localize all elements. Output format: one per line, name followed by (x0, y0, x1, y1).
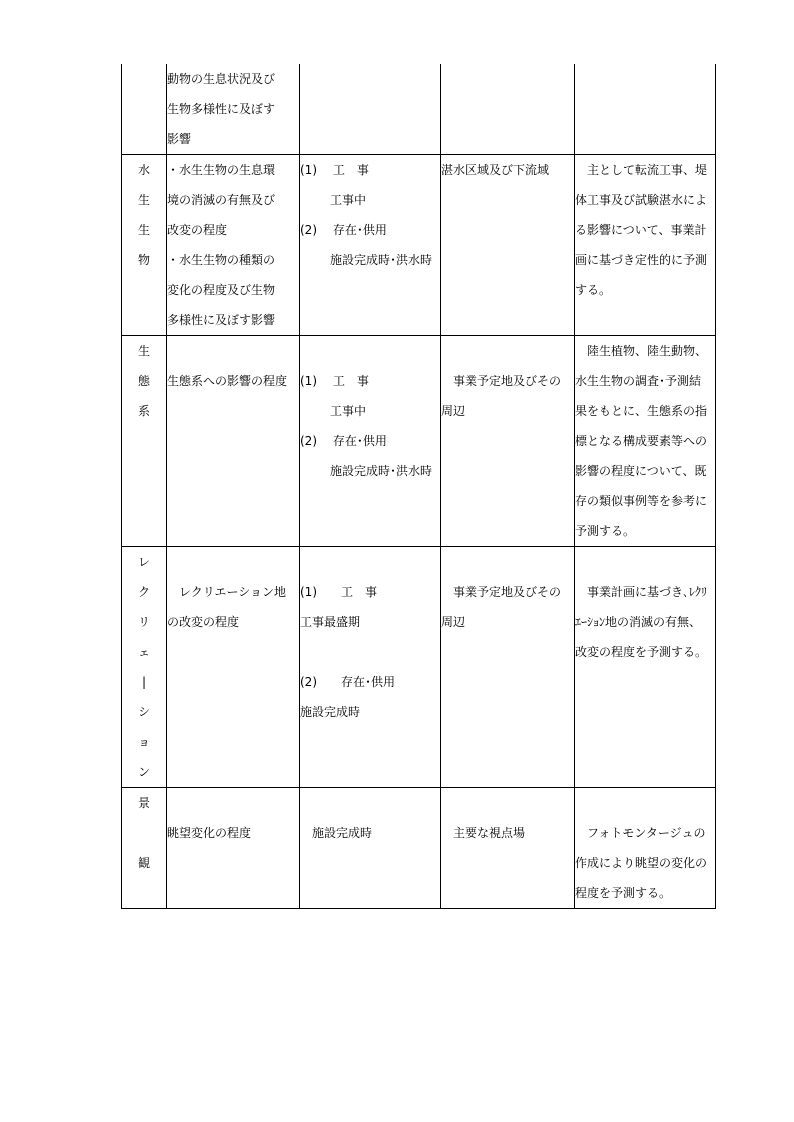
area-cell: 事業予定地及びその 周辺 (441, 336, 575, 547)
category-cell: 景 観 (122, 788, 167, 909)
table-row-recreation (122, 547, 716, 788)
period-cell: 施設完成時 (300, 788, 441, 909)
item-cell: 生態系への影響の程度 (167, 336, 300, 547)
period-cell: (1) 工 事 工事中 (2) 存在･供用 施設完成時･洪水時 (300, 155, 441, 336)
period-cell (300, 64, 441, 155)
method-cell: 陸生植物、陸生動物、 水生生物の調査･予測結 果をもとに、生態系の指 標となる構成要素等への 影響の程度について、既 存の類似事例等を参考に 予測する。 (575, 336, 716, 547)
area-cell: 主要な視点場 (441, 788, 575, 909)
table-row-ecosystem (122, 336, 716, 547)
method-cell: 主として転流工事、堤 体工事及び試験湛水によ る影響について、事業計 画に基づき定性的に予測 する。 (575, 155, 716, 336)
item-cell: 眺望変化の程度 (167, 788, 300, 909)
method-cell: 事業計画に基づき､ﾚｸﾘ ｴｰｼｮﾝ地の消滅の有無、 改変の程度を予測する。 (575, 547, 716, 788)
item-cell: 動物の生息状況及び 生物多様性に及ぼす 影響 (167, 64, 300, 155)
table-row-animal (122, 64, 716, 155)
area-cell: 湛水区域及び下流域 (441, 155, 575, 336)
method-cell (575, 64, 716, 155)
period-cell: (1) 工 事 工事中 (2) 存在･供用 施設完成時･洪水時 (300, 336, 441, 547)
area-cell: 事業予定地及びその 周辺 (441, 547, 575, 788)
item-cell: ・水生生物の生息環 境の消滅の有無及び 改変の程度 ・水生生物の種類の 変化の程度及び生物 多様性に及ぼす影響 (167, 155, 300, 336)
table-row-landscape (122, 788, 716, 909)
period-cell: (1) 工 事 工事最盛期 (2) 存在･供用 施設完成時 (300, 547, 441, 788)
category-cell: 生 態 系 (122, 336, 167, 547)
category-cell: 水 生 生 物 (122, 155, 167, 336)
category-cell: レ ク リ ェ | シ ョ ン (122, 547, 167, 788)
prediction-method-table (121, 64, 716, 909)
area-cell (441, 64, 575, 155)
method-cell: フォトモンタージュの 作成により眺望の変化の 程度を予測する。 (575, 788, 716, 909)
category-cell (122, 64, 167, 155)
table-row-aquatic (122, 155, 716, 336)
item-cell: レクリエーション地 の改変の程度 (167, 547, 300, 788)
